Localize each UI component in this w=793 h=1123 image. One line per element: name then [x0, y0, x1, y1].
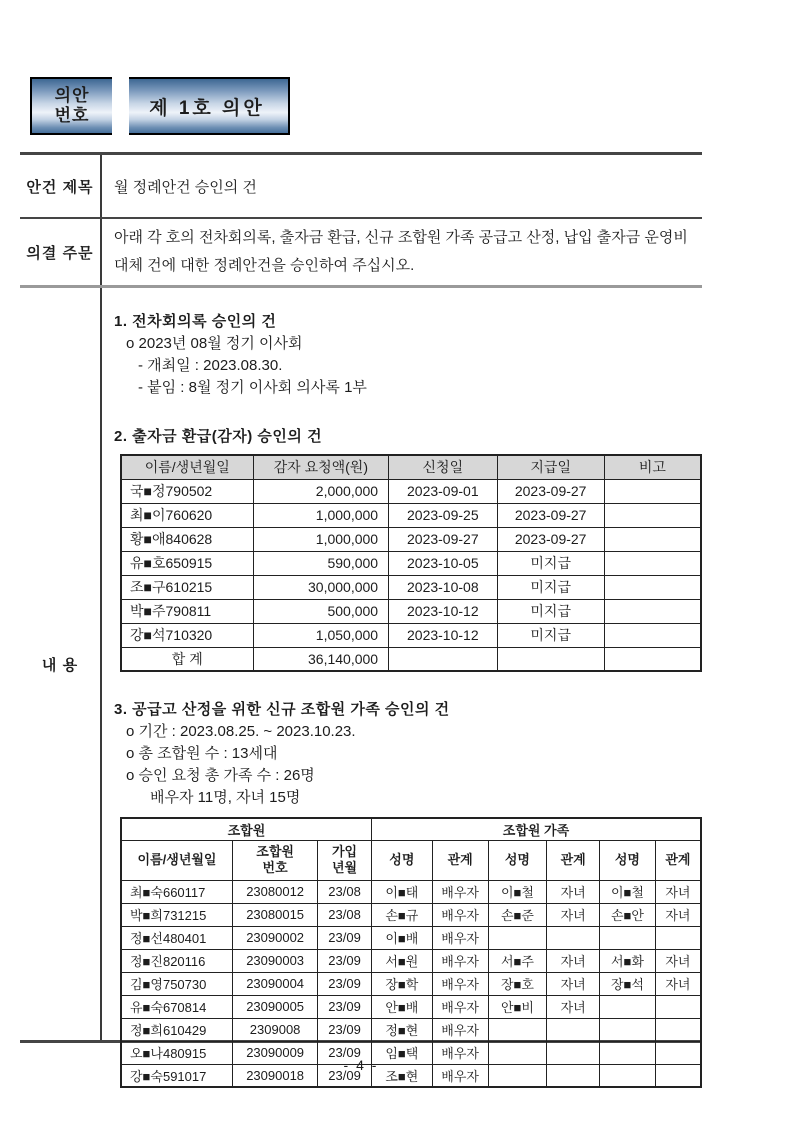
table-cell: 배우자: [432, 926, 488, 949]
table-cell: 2023-09-27: [497, 479, 604, 503]
table-cell: 23/08: [318, 903, 372, 926]
table-cell: 2023-09-27: [497, 503, 604, 527]
table-cell: [547, 1018, 600, 1041]
table-cell: [497, 647, 604, 671]
family-header-cell: 이름/생년월일: [121, 840, 233, 880]
table-cell: 박■희731215: [121, 903, 233, 926]
table-cell: 자녀: [655, 880, 701, 903]
table-cell: 자녀: [547, 995, 600, 1018]
page-number: - 4 -: [343, 1057, 379, 1073]
table-cell: 23/08: [318, 880, 372, 903]
table-cell: 조■현: [371, 1064, 432, 1087]
family-header-cell: 성명: [371, 840, 432, 880]
table-cell: 자녀: [547, 949, 600, 972]
table-cell: 임■택: [371, 1041, 432, 1064]
table-cell: 정■현: [371, 1018, 432, 1041]
table-row: [121, 527, 701, 551]
family-header-row: [121, 840, 701, 880]
agenda-title-banner: 제 1호 의안: [149, 97, 265, 119]
table-cell: [604, 479, 701, 503]
table-cell: 배우자: [432, 1041, 488, 1064]
table-cell: 유■숙670814: [121, 995, 233, 1018]
table-cell: 서■주: [488, 949, 547, 972]
table-cell: 정■선480401: [121, 926, 233, 949]
family-header-cell: [233, 840, 318, 880]
table-cell: 정■진820116: [121, 949, 233, 972]
family-group-header-row: [121, 818, 701, 840]
table-cell: 2023-10-05: [389, 551, 497, 575]
table-cell: 2023-10-12: [389, 623, 497, 647]
table-cell: 자녀: [547, 903, 600, 926]
header-line: 번호: [262, 860, 288, 875]
header-line: 조합원: [256, 843, 294, 859]
table-row: [121, 479, 701, 503]
refund-header-cell: 비고: [604, 455, 701, 479]
table-cell: 미지급: [497, 575, 604, 599]
agenda-title-field-label: 안건 제목: [26, 178, 94, 196]
box-divider-strip: [112, 77, 129, 135]
document-grid: [20, 152, 702, 1084]
agenda-number-label-line2: 번호: [54, 106, 90, 125]
table-cell: 최■숙660117: [121, 880, 233, 903]
table-cell: 30,000,000: [253, 575, 389, 599]
section1-heading: 1. 전차회의록 승인의 건: [114, 313, 277, 330]
table-cell: [488, 1018, 547, 1041]
table-cell: 자녀: [547, 880, 600, 903]
content-row: [20, 285, 702, 1084]
agenda-title-text: 월 정례안건 승인의 건: [114, 178, 257, 196]
table-cell: 김■영750730: [121, 972, 233, 995]
table-cell: 1,000,000: [253, 503, 389, 527]
table-cell: [488, 926, 547, 949]
table-row: [121, 995, 701, 1018]
table-cell: [389, 647, 497, 671]
table-cell: 2023-09-27: [497, 527, 604, 551]
table-cell: 23090003: [233, 949, 318, 972]
table-cell: 조■구610215: [121, 575, 253, 599]
table-cell: 배우자: [432, 995, 488, 1018]
table-cell: 23090002: [233, 926, 318, 949]
member-group-header: 조합원: [121, 818, 371, 840]
section2-heading: 2. 출자금 환급(감자) 승인의 건: [114, 428, 323, 445]
family-header-cell: 관계: [432, 840, 488, 880]
table-cell: [604, 503, 701, 527]
table-row: [121, 575, 701, 599]
table-cell: 안■배: [371, 995, 432, 1018]
section1-line: o 2023년 08월 정기 이사회: [126, 335, 303, 352]
table-cell: 자녀: [547, 972, 600, 995]
table-cell: 자녀: [655, 949, 701, 972]
table-cell: [600, 926, 656, 949]
table-row: [121, 880, 701, 903]
table-cell: 2023-09-25: [389, 503, 497, 527]
table-cell: 1,000,000: [253, 527, 389, 551]
table-cell: [547, 926, 600, 949]
table-cell: 23080012: [233, 880, 318, 903]
table-row: [121, 926, 701, 949]
header-line: 년월: [332, 860, 358, 875]
family-header-cell: 성명: [488, 840, 547, 880]
section1-line: - 개최일 : 2023.08.30.: [138, 357, 283, 374]
agenda-title-field-value: [100, 155, 702, 217]
family-header-cell: 성명: [600, 840, 656, 880]
table-cell: 23080015: [233, 903, 318, 926]
header-line: 가입: [332, 843, 358, 859]
table-cell: [655, 1018, 701, 1041]
table-cell: 배우자: [432, 880, 488, 903]
table-cell: 정■희610429: [121, 1018, 233, 1041]
table-cell: 590,000: [253, 551, 389, 575]
refund-table: [120, 454, 702, 672]
table-row: [121, 949, 701, 972]
section3-line: o 총 조합원 수 : 13세대: [126, 745, 278, 762]
table-cell: 2023-09-01: [389, 479, 497, 503]
agenda-title-row: [20, 152, 702, 217]
table-cell: [604, 551, 701, 575]
table-cell: 2309008: [233, 1018, 318, 1041]
table-cell: 배우자: [432, 903, 488, 926]
table-cell: 강■숙591017: [121, 1064, 233, 1087]
table-row: [121, 903, 701, 926]
agenda-number-label-line1: 의안: [54, 86, 90, 106]
section3-heading: 3. 공급고 산정을 위한 신규 조합원 가족 승인의 건: [114, 701, 450, 718]
resolution-row: [20, 217, 702, 285]
table-cell: [604, 527, 701, 551]
table-cell: 박■주790811: [121, 599, 253, 623]
table-cell: [655, 926, 701, 949]
agenda-number-label: [32, 79, 112, 133]
refund-header-cell: 신청일: [389, 455, 497, 479]
family-group-header: 조합원 가족: [371, 818, 701, 840]
table-cell: 미지급: [497, 623, 604, 647]
table-cell: 안■비: [488, 995, 547, 1018]
section1-line: - 붙임 : 8월 정기 이사회 의사록 1부: [138, 379, 367, 396]
table-cell: 23090004: [233, 972, 318, 995]
table-cell: 2023-10-12: [389, 599, 497, 623]
table-cell: 미지급: [497, 599, 604, 623]
table-cell: [604, 575, 701, 599]
family-header-cell: 관계: [655, 840, 701, 880]
refund-total-row: [121, 647, 701, 671]
table-cell: [604, 623, 701, 647]
resolution-text: 아래 각 호의 전차회의록, 출자금 환급, 신규 조합원 가족 공급고 산정, 납입 출자금 운영비 대체 건에 대한 정례안건을 승인하여 주십시오.: [114, 229, 688, 274]
table-cell: [604, 599, 701, 623]
table-cell: 23090009: [233, 1041, 318, 1064]
table-cell: 황■애840628: [121, 527, 253, 551]
content-field-label: 내 용: [41, 656, 79, 674]
table-row: [121, 1018, 701, 1041]
table-cell: 배우자: [432, 972, 488, 995]
section3-line: o 승인 요청 총 가족 수 : 26명: [126, 767, 315, 784]
table-cell: 최■이760620: [121, 503, 253, 527]
resolution-field-value: [100, 219, 702, 285]
table-row: [121, 551, 701, 575]
total-amount-cell: 36,140,000: [253, 647, 389, 671]
table-cell: 23/09: [318, 926, 372, 949]
table-cell: 장■석: [600, 972, 656, 995]
table-cell: 장■학: [371, 972, 432, 995]
family-header-cell: 관계: [547, 840, 600, 880]
table-cell: 배우자: [432, 1064, 488, 1087]
table-cell: 자녀: [655, 972, 701, 995]
total-label-cell: 합 계: [121, 647, 253, 671]
table-row: [121, 623, 701, 647]
table-cell: 미지급: [497, 551, 604, 575]
table-cell: 2023-10-08: [389, 575, 497, 599]
table-row: [121, 503, 701, 527]
content-field-body: [100, 288, 702, 1084]
table-cell: 국■정790502: [121, 479, 253, 503]
table-cell: 배우자: [432, 1018, 488, 1041]
table-cell: 배우자: [432, 949, 488, 972]
refund-header-cell: 감자 요청액(원): [253, 455, 389, 479]
table-cell: 이■철: [600, 880, 656, 903]
table-cell: 유■호650915: [121, 551, 253, 575]
table-cell: 서■화: [600, 949, 656, 972]
table-cell: 2023-09-27: [389, 527, 497, 551]
agenda-number-box: [30, 77, 290, 135]
table-cell: 23090005: [233, 995, 318, 1018]
table-cell: 자녀: [655, 903, 701, 926]
table-cell: [600, 1018, 656, 1041]
table-cell: 손■안: [600, 903, 656, 926]
table-cell: 1,050,000: [253, 623, 389, 647]
table-cell: [655, 995, 701, 1018]
table-cell: [604, 647, 701, 671]
table-cell: 강■석710320: [121, 623, 253, 647]
table-cell: 23/09: [318, 1018, 372, 1041]
refund-header-cell: 지급일: [497, 455, 604, 479]
family-table: [120, 817, 702, 1088]
resolution-field-label: 의결 주문: [26, 244, 94, 262]
table-cell: 23090018: [233, 1064, 318, 1087]
table-cell: 손■규: [371, 903, 432, 926]
section3-line: o 기간 : 2023.08.25. ~ 2023.10.23.: [126, 723, 356, 740]
table-cell: 500,000: [253, 599, 389, 623]
table-cell: 2,000,000: [253, 479, 389, 503]
refund-header-row: [121, 455, 701, 479]
table-row: [121, 599, 701, 623]
table-cell: 손■준: [488, 903, 547, 926]
table-cell: 23/09: [318, 995, 372, 1018]
section3-line: 배우자 11명, 자녀 15명: [150, 789, 301, 806]
table-cell: 23/09: [318, 972, 372, 995]
table-cell: 이■배: [371, 926, 432, 949]
table-cell: 서■원: [371, 949, 432, 972]
table-cell: 이■철: [488, 880, 547, 903]
table-cell: [600, 995, 656, 1018]
table-cell: 오■나480915: [121, 1041, 233, 1064]
table-cell: 23/09: [318, 949, 372, 972]
refund-header-cell: 이름/생년월일: [121, 455, 253, 479]
family-header-cell: [318, 840, 372, 880]
table-cell: 장■호: [488, 972, 547, 995]
table-row: [121, 972, 701, 995]
table-cell: 23/09: [318, 1064, 372, 1087]
table-cell: 23/09: [318, 1041, 372, 1064]
table-cell: 이■태: [371, 880, 432, 903]
